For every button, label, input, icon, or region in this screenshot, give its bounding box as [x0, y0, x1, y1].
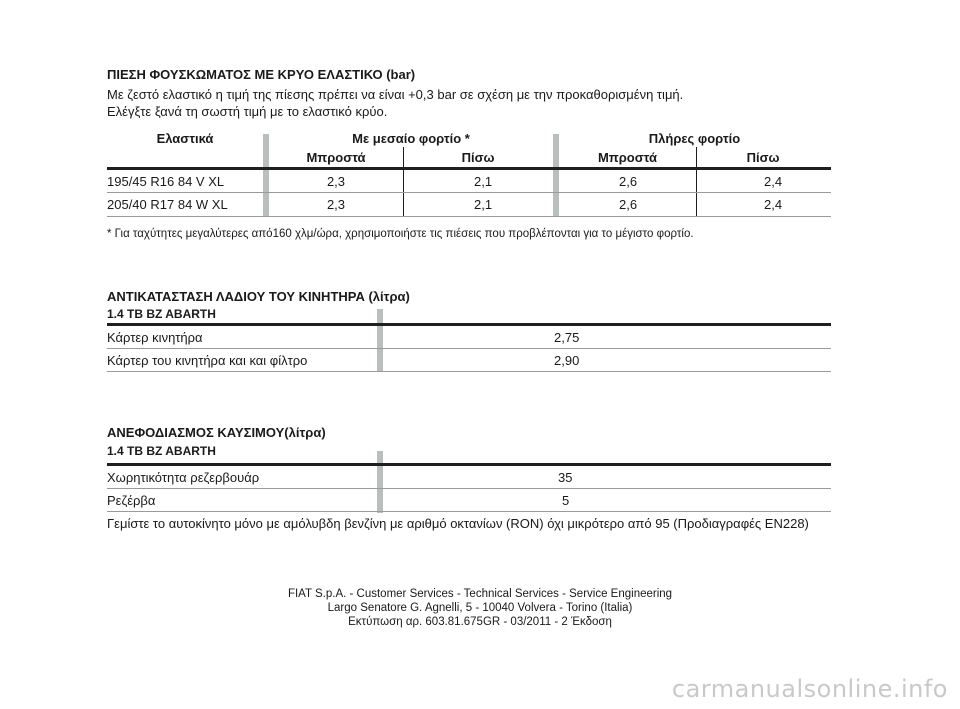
fuel-row-value: 35	[558, 470, 573, 485]
tyre-full-rear: 2,4	[764, 197, 783, 212]
oil-header-rule	[107, 323, 831, 326]
tyre-sub-header-medium-front: Μπροστά	[306, 150, 366, 165]
fuel-row-label: Χωρητικότητα ρεζερβουάρ	[107, 470, 260, 485]
tyre-intro-line-2: Ελέγξτε ξανά τη σωστή τιμή με το ελαστικό κρύο.	[107, 104, 388, 119]
fuel-engine-label: 1.4 TB BZ ABARTH	[107, 444, 216, 458]
tyre-medium-rear: 2,1	[474, 174, 493, 189]
fuel-note: Γεμίστε το αυτοκίνητο μόνο με αμόλυβδη βενζίνη με αριθμό οκτανίων (RON) όχι μικρότερο από 95 (Προδιαγραφές EN228)	[107, 516, 809, 531]
tyre-size: 195/45 R16 84 V XL	[107, 174, 225, 189]
tyre-sub-header-full-rear: Πίσω	[746, 150, 780, 165]
tyre-full-front: 2,6	[619, 197, 638, 212]
oil-row-rule	[107, 348, 831, 349]
footer-company: FIAT S.p.A. - Customer Services - Technical Services - Service Engineering	[287, 588, 673, 600]
tyre-size: 205/40 R17 84 W XL	[107, 197, 228, 212]
tyre-sub-header-medium-rear: Πίσω	[461, 150, 495, 165]
tyre-vline-medium	[403, 147, 404, 217]
tyre-col-header-medium-load: Με μεσαίο φορτίο *	[352, 131, 470, 146]
watermark-text: carmanualsonline.info	[671, 675, 948, 703]
footer-address: Largo Senatore G. Agnelli, 5 - 10040 Volvera - Torino (Italia)	[327, 602, 633, 614]
tyre-full-front: 2,6	[619, 174, 638, 189]
tyre-sub-header-full-front: Μπροστά	[597, 150, 658, 165]
oil-row-value: 2,90	[554, 353, 580, 368]
tyre-col-header-tyres: Ελαστικά	[156, 131, 214, 146]
fuel-divider	[377, 451, 383, 513]
tyre-header-rule	[107, 167, 831, 170]
oil-divider	[377, 309, 383, 372]
oil-row-value: 2,75	[554, 330, 580, 345]
oil-row-label: Κάρτερ του κινητήρα και και φίλτρο	[107, 353, 308, 368]
fuel-row-rule	[107, 511, 831, 512]
tyre-pressure-title: ΠΙΕΣΗ ΦΟΥΣΚΩΜΑΤΟΣ ΜΕ ΚΡΥΟ ΕΛΑΣΤΙΚΟ (bar)	[107, 67, 416, 82]
oil-engine-label: 1.4 TB BZ ABARTH	[107, 307, 216, 321]
tyre-medium-front: 2,3	[326, 174, 346, 189]
fuel-row-value: 5	[562, 493, 570, 508]
tyre-medium-front: 2,3	[326, 197, 346, 212]
tyre-row-rule	[107, 192, 831, 193]
footer-print-number: Εκτύπωση αρ. 603.81.675GR - 03/2011 - 2 Έκδοση	[348, 616, 612, 628]
oil-row-rule	[107, 371, 831, 372]
tyre-vline-full	[696, 147, 697, 217]
fuel-row-rule	[107, 488, 831, 489]
tyre-row-rule	[107, 216, 831, 217]
tyre-col-header-full-load: Πλήρες φορτίο	[648, 131, 741, 146]
tyre-divider-2	[553, 134, 559, 216]
tyre-full-rear: 2,4	[764, 174, 783, 189]
tyre-footnote: * Για ταχύτητες μεγαλύτερες από160 χλμ/ώρα, χρησιμοποιήστε τις πιέσεις που προβλέπονται για το μέγιστο φορτίο.	[107, 228, 694, 240]
oil-row-label: Κάρτερ κινητήρα	[107, 330, 203, 345]
oil-section-title: ΑΝΤΙΚΑΤΑΣΤΑΣΗ ΛΑΔΙΟΥ ΤΟΥ ΚΙΝΗΤΗΡΑ (λίτρα)	[107, 289, 410, 304]
fuel-section-title: ΑΝΕΦΟΔΙΑΣΜΟΣ ΚΑΥΣΙΜΟΥ(λίτρα)	[107, 425, 326, 440]
tyre-intro-line-1: Με ζεστό ελαστικό η τιμή της πίεσης πρέπει να είναι +0,3 bar σε σχέση με την προκαθορισμένη τιμή.	[107, 87, 684, 102]
tyre-medium-rear: 2,1	[474, 197, 493, 212]
fuel-row-label: Ρεζέρβα	[107, 493, 156, 508]
fuel-header-rule	[107, 463, 831, 466]
